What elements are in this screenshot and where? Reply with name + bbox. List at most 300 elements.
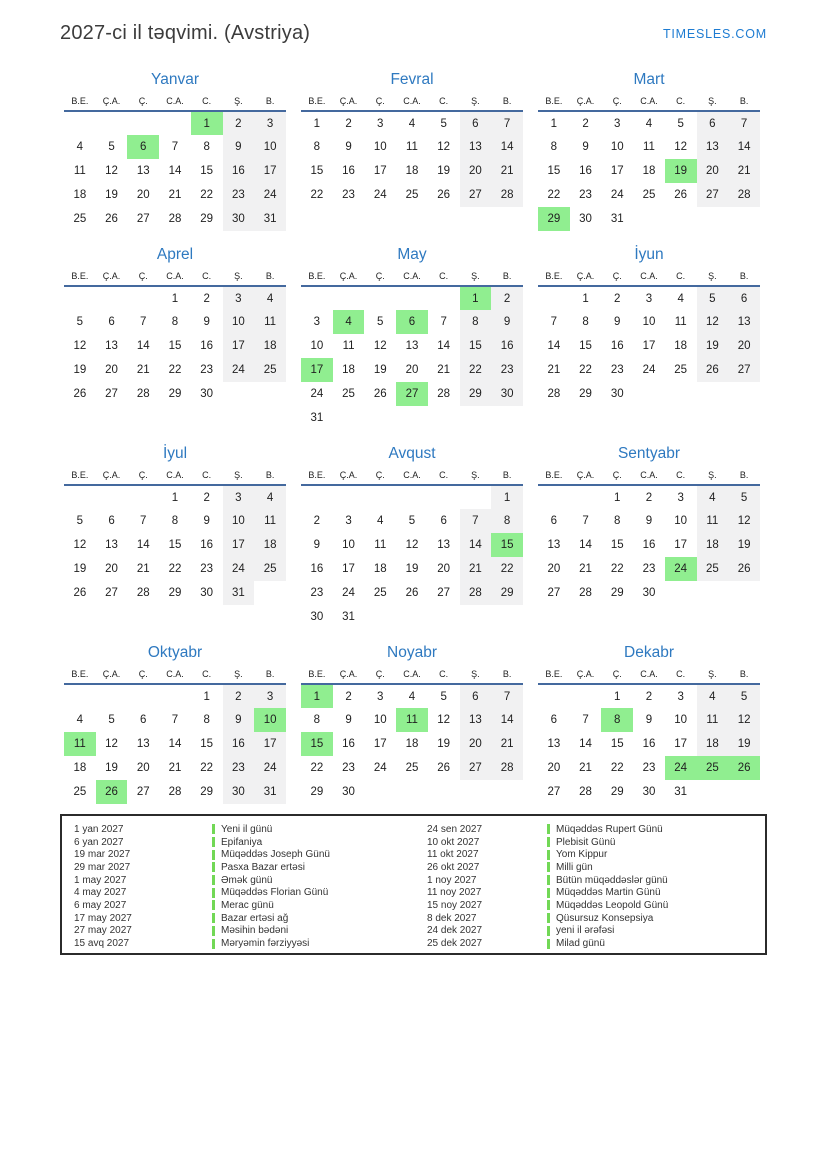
holiday-label: Müqəddəs Joseph Günü: [221, 849, 330, 861]
day-cell: 20: [728, 334, 760, 358]
day-cell: 13: [136, 165, 150, 177]
day-cell: 3: [254, 111, 286, 135]
day-cell: 18: [697, 732, 729, 756]
day-cell: 30: [342, 786, 355, 798]
day-cell: 28: [460, 581, 492, 605]
day-cell: 6: [440, 515, 447, 527]
day-cell: 16: [342, 738, 355, 750]
holiday-marker-icon: [212, 900, 215, 910]
holiday-label: Müqəddəs Martin Günü: [556, 887, 661, 899]
day-cell: 7: [140, 316, 147, 328]
day-header: B.: [491, 468, 523, 485]
day-cell: 13: [547, 539, 561, 551]
day-cell: 3: [254, 684, 286, 708]
holiday-name: [212, 913, 427, 924]
day-cell: 9: [582, 141, 589, 153]
holiday-name: [212, 824, 427, 835]
holiday-name: [212, 875, 427, 886]
day-cell: 28: [547, 388, 561, 400]
month-i̇yun: [538, 245, 760, 430]
holiday-marker-icon: [212, 824, 215, 834]
day-cell: 17: [254, 159, 286, 183]
day-cell: 22: [491, 557, 523, 581]
day-cell: 20: [105, 563, 118, 575]
day-cell: 21: [437, 364, 451, 376]
day-cell: 26: [674, 189, 688, 201]
day-header: Ş.: [223, 667, 255, 684]
holiday-date: 27 may 2027: [74, 925, 132, 937]
day-cell: 13: [460, 135, 492, 159]
day-header: B.E.: [538, 94, 570, 111]
day-cell: 5: [408, 515, 416, 527]
day-cell: 18: [254, 334, 286, 358]
month-title: Dekabr: [624, 644, 674, 661]
day-cell: 26: [437, 189, 451, 201]
day-cell: 25: [405, 189, 419, 201]
day-cell: 17: [223, 533, 255, 557]
month-title: Noyabr: [387, 644, 437, 661]
day-cell: 29: [538, 207, 570, 231]
holiday-date: 19 mar 2027: [74, 849, 131, 861]
day-cell: 25: [254, 557, 286, 581]
day-cell: 22: [579, 364, 592, 376]
day-header: B.: [254, 269, 286, 286]
day-cell: 18: [405, 165, 419, 177]
day-cell: 13: [437, 539, 451, 551]
day-cell: 4: [254, 286, 286, 310]
holiday-label: Müqəddəs Leopold Günü: [556, 899, 669, 911]
month-sentyabr: [538, 444, 760, 629]
day-cell: 10: [310, 340, 324, 352]
holiday-marker-icon: [547, 862, 550, 872]
day-cell: 7: [582, 714, 589, 726]
day-header: Ç.: [601, 667, 633, 684]
empty-cell: [697, 581, 729, 605]
day-cell: 18: [342, 364, 355, 376]
empty-cell: [96, 485, 128, 509]
day-header: B.E.: [301, 269, 333, 286]
holiday-date: 11 okt 2027: [427, 849, 479, 861]
day-cell: 4: [697, 485, 729, 509]
day-header: C.: [191, 667, 223, 684]
day-header: Ç.A.: [96, 94, 128, 111]
day-cell: 22: [168, 364, 182, 376]
holiday-label: Yom Kippur: [556, 849, 608, 861]
day-cell: 30: [610, 388, 624, 400]
day-cell: 11: [254, 509, 286, 533]
day-cell: 9: [313, 539, 321, 551]
day-cell: 24: [373, 762, 387, 774]
holiday-name: [547, 862, 755, 873]
holiday-date: 26 okt 2027: [427, 861, 480, 873]
month-oktyabr: [64, 643, 286, 804]
holiday-name: [547, 925, 755, 936]
day-header: C.: [428, 667, 460, 684]
holiday-label: Milli gün: [556, 861, 593, 873]
day-cell: 29: [310, 786, 324, 798]
day-cell: 29: [579, 388, 592, 400]
day-cell: 27: [105, 388, 118, 400]
empty-cell: [364, 780, 396, 804]
day-header: C.A.: [633, 667, 665, 684]
day-cell: 19: [73, 364, 87, 376]
holiday-date: 1 may 2027: [74, 874, 127, 886]
day-header: Ş.: [460, 269, 492, 286]
month-title: Oktyabr: [147, 644, 203, 661]
day-cell: 25: [342, 388, 355, 400]
empty-cell: [460, 605, 492, 629]
day-cell: 10: [342, 539, 355, 551]
empty-cell: [64, 684, 96, 708]
holiday-name: [547, 824, 755, 835]
day-header: Ç.: [364, 269, 396, 286]
day-cell: 2: [203, 292, 210, 305]
day-cell: 24: [665, 557, 697, 581]
brand-link[interactable]: TIMESLES.COM: [662, 27, 767, 41]
empty-cell: [254, 581, 286, 605]
day-cell: 2: [645, 491, 653, 504]
day-cell: 23: [223, 756, 255, 780]
empty-cell: [428, 605, 460, 629]
day-cell: 5: [108, 141, 115, 153]
day-cell: 5: [108, 714, 115, 726]
day-cell: 6: [728, 286, 760, 310]
day-cell: 15: [301, 732, 333, 756]
empty-cell: [127, 684, 159, 708]
day-cell: 9: [223, 135, 255, 159]
day-cell: 10: [223, 310, 255, 334]
day-header: B.: [491, 667, 523, 684]
day-cell: 19: [437, 165, 451, 177]
empty-cell: [396, 605, 428, 629]
day-cell: 13: [105, 340, 118, 352]
month-aprel: [64, 245, 286, 430]
day-cell: 7: [491, 684, 523, 708]
day-header: B.: [728, 269, 760, 286]
day-cell: 13: [105, 539, 118, 551]
day-header: C.A.: [396, 667, 428, 684]
day-cell: 20: [136, 189, 150, 201]
day-cell: 24: [223, 557, 255, 581]
holiday-date: 15 avq 2027: [74, 938, 130, 950]
day-header: Ş.: [697, 94, 729, 111]
day-header: C.: [665, 94, 697, 111]
day-cell: 5: [440, 117, 447, 130]
day-cell: 28: [437, 388, 451, 400]
day-cell: 14: [728, 135, 760, 159]
day-cell: 8: [171, 316, 179, 328]
day-cell: 10: [610, 141, 624, 153]
day-header: B.E.: [64, 667, 96, 684]
day-cell: 17: [254, 732, 286, 756]
empty-cell: [127, 111, 159, 135]
empty-cell: [665, 382, 697, 406]
day-cell: 21: [136, 364, 150, 376]
day-header: B.: [254, 94, 286, 111]
month-fevral: [301, 70, 523, 231]
day-cell: 12: [405, 539, 419, 551]
day-cell: 14: [136, 340, 150, 352]
day-cell: 19: [105, 762, 118, 774]
day-cell: 27: [728, 358, 760, 382]
day-cell: 25: [254, 358, 286, 382]
day-cell: 19: [73, 563, 87, 575]
day-cell: 22: [610, 563, 624, 575]
holiday-label: Məryəmin fərziyyəsi: [221, 938, 310, 950]
day-cell: 12: [373, 340, 387, 352]
empty-cell: [538, 684, 570, 708]
day-cell: 1: [301, 684, 333, 708]
day-cell: 5: [728, 684, 760, 708]
day-cell: 4: [76, 714, 84, 726]
day-cell: 16: [342, 165, 355, 177]
day-cell: 14: [491, 708, 523, 732]
day-cell: 8: [582, 316, 589, 328]
day-cell: 27: [697, 183, 729, 207]
empty-cell: [64, 111, 96, 135]
holiday-name: [547, 875, 755, 886]
holiday-name: [547, 913, 755, 924]
day-cell: 3: [377, 117, 384, 130]
empty-cell: [428, 406, 460, 430]
day-cell: 17: [301, 358, 333, 382]
month-title: Mart: [633, 71, 665, 88]
day-cell: 29: [168, 587, 182, 599]
day-cell: 20: [405, 364, 419, 376]
day-cell: 28: [491, 756, 523, 780]
month-title: Aprel: [156, 246, 194, 263]
holiday-date: 1 noy 2027: [427, 874, 477, 886]
day-cell: 4: [76, 141, 84, 153]
day-cell: 5: [440, 690, 447, 703]
day-header: Ç.: [601, 269, 633, 286]
day-cell: 3: [313, 316, 321, 328]
day-cell: 23: [342, 762, 355, 774]
holiday-label: Əmək günü: [221, 874, 273, 886]
day-header: C.A.: [396, 94, 428, 111]
month-title: Fevral: [390, 71, 434, 88]
day-cell: 7: [728, 111, 760, 135]
day-header: Ş.: [697, 667, 729, 684]
day-cell: 20: [460, 732, 492, 756]
day-cell: 13: [728, 310, 760, 334]
day-header: C.: [191, 468, 223, 485]
day-cell: 26: [728, 557, 760, 581]
empty-cell: [460, 485, 492, 509]
day-cell: 4: [408, 690, 416, 703]
empty-cell: [428, 780, 460, 804]
day-header: Ş.: [223, 269, 255, 286]
day-cell: 23: [491, 358, 523, 382]
day-cell: 11: [396, 708, 428, 732]
day-cell: 9: [491, 310, 523, 334]
empty-cell: [633, 207, 665, 231]
day-cell: 15: [168, 539, 182, 551]
month-yanvar: [64, 70, 286, 231]
holiday-label: Milad günü: [556, 938, 605, 950]
holiday-label: Bütün müqəddəslər günü: [556, 874, 668, 886]
day-cell: 17: [223, 334, 255, 358]
day-cell: 19: [697, 334, 729, 358]
day-cell: 26: [697, 358, 729, 382]
day-header: Ç.: [127, 94, 159, 111]
empty-cell: [460, 780, 492, 804]
day-cell: 15: [579, 340, 592, 352]
day-cell: 19: [728, 732, 760, 756]
holiday-date: 24 dek 2027: [427, 925, 483, 937]
holiday-marker-icon: [212, 926, 215, 936]
holiday-marker-icon: [547, 824, 550, 834]
day-cell: 31: [674, 786, 688, 798]
holiday-name: [212, 837, 427, 848]
day-cell: 18: [642, 165, 656, 177]
empty-cell: [127, 485, 159, 509]
holiday-date: 17 may 2027: [74, 912, 132, 924]
empty-cell: [254, 382, 286, 406]
day-header: Ç.: [127, 269, 159, 286]
day-cell: 2: [223, 684, 255, 708]
empty-cell: [633, 382, 665, 406]
day-cell: 16: [642, 539, 656, 551]
day-header: C.A.: [633, 94, 665, 111]
day-cell: 4: [254, 485, 286, 509]
day-cell: 10: [674, 714, 688, 726]
day-header: B.E.: [301, 468, 333, 485]
holiday-name: [212, 849, 427, 860]
day-cell: 3: [223, 485, 255, 509]
day-cell: 28: [579, 786, 592, 798]
day-cell: 7: [171, 714, 179, 726]
day-header: Ş.: [460, 94, 492, 111]
empty-cell: [159, 684, 191, 708]
day-cell: 21: [168, 189, 182, 201]
day-cell: 4: [697, 684, 729, 708]
day-cell: 6: [550, 714, 558, 726]
day-cell: 6: [396, 310, 428, 334]
day-cell: 2: [223, 111, 255, 135]
day-cell: 19: [373, 364, 387, 376]
day-cell: 14: [460, 533, 492, 557]
empty-cell: [538, 485, 570, 509]
day-cell: 6: [550, 515, 558, 527]
day-cell: 11: [374, 539, 387, 551]
day-cell: 20: [547, 563, 561, 575]
day-cell: 6: [127, 135, 159, 159]
day-header: Ç.: [127, 468, 159, 485]
day-cell: 7: [171, 141, 179, 153]
day-cell: 4: [377, 515, 384, 527]
holiday-label: Müqəddəs Florian Günü: [221, 887, 329, 899]
day-cell: 8: [491, 509, 523, 533]
day-header: B.E.: [64, 269, 96, 286]
empty-cell: [301, 286, 333, 310]
day-cell: 2: [345, 117, 352, 130]
day-cell: 8: [203, 714, 210, 726]
day-cell: 7: [550, 316, 558, 328]
day-cell: 29: [610, 786, 624, 798]
day-cell: 13: [136, 738, 150, 750]
day-cell: 24: [610, 189, 624, 201]
day-cell: 16: [223, 732, 255, 756]
month-noyabr: [301, 643, 523, 804]
day-cell: 19: [437, 738, 451, 750]
day-cell: 12: [73, 539, 87, 551]
day-cell: 22: [200, 762, 214, 774]
day-cell: 25: [674, 364, 688, 376]
empty-cell: [396, 286, 428, 310]
day-cell: 12: [105, 738, 118, 750]
empty-cell: [364, 485, 396, 509]
day-header: Ç.: [364, 94, 396, 111]
day-cell: 18: [405, 738, 419, 750]
day-cell: 23: [642, 762, 656, 774]
month-mart: [538, 70, 760, 231]
day-cell: 13: [405, 340, 419, 352]
empty-cell: [570, 684, 602, 708]
day-cell: 6: [108, 316, 115, 328]
day-cell: 16: [491, 334, 523, 358]
day-cell: 20: [105, 364, 118, 376]
page-title: 2027-ci il təqvimi. (Avstriya): [60, 22, 311, 44]
day-cell: 1: [460, 286, 492, 310]
holiday-marker-icon: [547, 926, 550, 936]
day-header: C.: [191, 94, 223, 111]
day-cell: 10: [254, 135, 286, 159]
day-cell: 7: [440, 316, 447, 328]
day-cell: 12: [73, 340, 87, 352]
day-cell: 5: [677, 117, 684, 130]
day-cell: 2: [491, 286, 523, 310]
empty-cell: [460, 406, 492, 430]
empty-cell: [396, 780, 428, 804]
day-cell: 30: [223, 207, 255, 231]
month-dekabr: [538, 643, 760, 804]
day-cell: 10: [254, 708, 286, 732]
day-cell: 15: [610, 539, 624, 551]
day-cell: 29: [460, 382, 492, 406]
day-cell: 30: [642, 587, 656, 599]
holiday-name: [212, 925, 427, 936]
months-grid: [64, 70, 827, 804]
day-cell: 2: [203, 491, 210, 504]
day-header: C.A.: [159, 667, 191, 684]
empty-cell: [491, 406, 523, 430]
day-cell: 10: [223, 509, 255, 533]
day-cell: 25: [73, 786, 87, 798]
day-cell: 15: [168, 340, 182, 352]
day-cell: 14: [579, 738, 592, 750]
day-cell: 25: [373, 587, 387, 599]
day-header: Ç.A.: [96, 667, 128, 684]
day-cell: 19: [665, 159, 697, 183]
day-header: C.: [665, 667, 697, 684]
day-cell: 30: [579, 213, 592, 225]
day-header: C.A.: [396, 269, 428, 286]
day-cell: 12: [674, 141, 688, 153]
holiday-label: Qüsursuz Konsepsiya: [556, 912, 654, 924]
day-cell: 28: [491, 183, 523, 207]
day-cell: 8: [614, 515, 621, 527]
empty-cell: [333, 286, 365, 310]
holiday-marker-icon: [547, 939, 550, 949]
empty-cell: [333, 406, 365, 430]
empty-cell: [159, 111, 191, 135]
day-header: Ç.: [364, 667, 396, 684]
day-header: C.A.: [159, 269, 191, 286]
day-cell: 16: [200, 539, 214, 551]
empty-cell: [96, 111, 128, 135]
holiday-date: 25 dek 2027: [427, 938, 483, 950]
